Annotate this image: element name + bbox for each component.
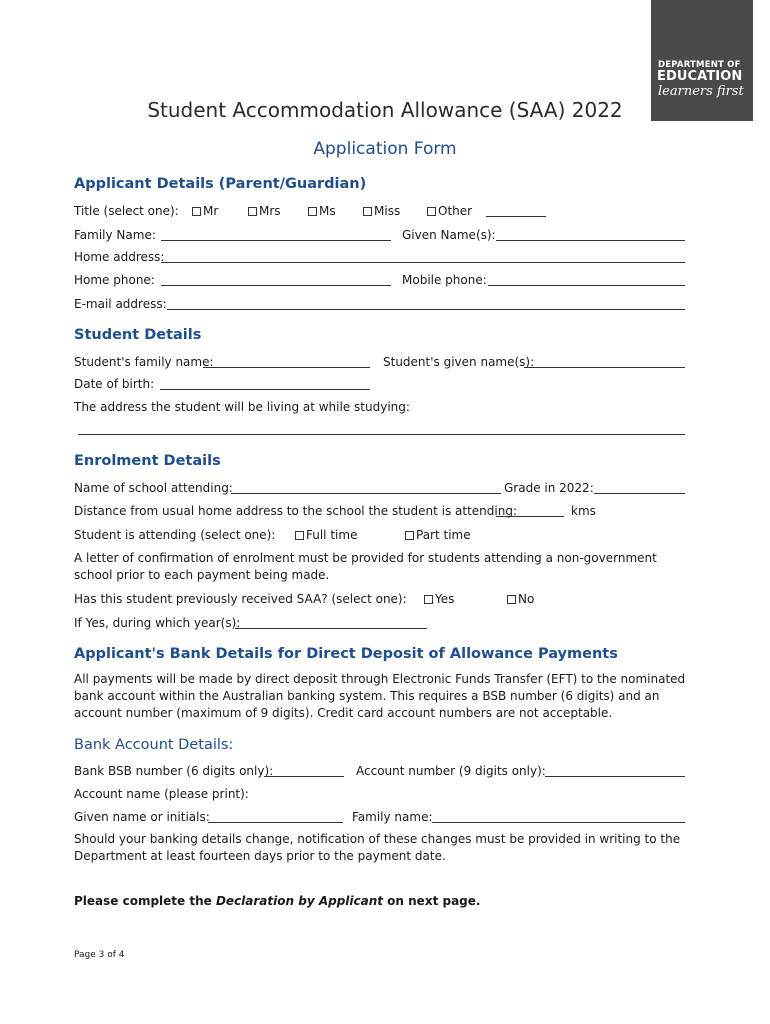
kms-label: kms: [571, 504, 596, 518]
grade-field[interactable]: [594, 493, 685, 494]
account-name-label: Account name (please print):: [74, 787, 249, 801]
attendance-label: Student is attending (select one):: [74, 528, 276, 542]
page-title: Student Accommodation Allowance (SAA) 2022: [147, 98, 623, 122]
home-phone-field[interactable]: [161, 285, 391, 286]
logo-line-1: DEPARTMENT OF: [658, 60, 741, 70]
title-option-mrs[interactable]: Mrs: [248, 204, 281, 218]
checkbox-icon[interactable]: [405, 531, 414, 540]
distance-label: Distance from usual home address to the school the student is attending:: [74, 504, 518, 518]
date-of-birth-label: Date of birth:: [74, 377, 155, 391]
account-number-field[interactable]: [545, 776, 685, 777]
home-address-field[interactable]: [161, 262, 685, 263]
bank-change-note: Should your banking details change, notification of these changes must be provided in writing to the Department at least fourteen days prior to the payment date.: [74, 832, 681, 863]
full-time-option[interactable]: Full time: [295, 528, 357, 542]
title-option-ms[interactable]: Ms: [308, 204, 336, 218]
title-other-field[interactable]: [486, 216, 546, 217]
given-names-field[interactable]: [496, 240, 685, 241]
checkbox-icon[interactable]: [427, 207, 436, 216]
checkbox-icon[interactable]: [424, 595, 433, 604]
bank-account-subheading: Bank Account Details:: [74, 737, 234, 753]
previous-saa-yes[interactable]: Yes: [424, 592, 454, 606]
declaration-emphasis: Declaration by Applicant: [215, 894, 383, 908]
email-label: E-mail address:: [74, 297, 167, 311]
account-number-label: Account number (9 digits only):: [356, 764, 546, 778]
school-name-label: Name of school attending:: [74, 481, 233, 495]
school-name-field[interactable]: [231, 493, 501, 494]
mobile-phone-label: Mobile phone:: [402, 273, 487, 287]
student-details-heading: Student Details: [74, 327, 202, 343]
enrolment-details-heading: Enrolment Details: [74, 453, 221, 469]
applicant-details-heading: Applicant Details (Parent/Guardian): [74, 176, 367, 192]
checkbox-icon[interactable]: [248, 207, 257, 216]
checkbox-icon[interactable]: [507, 595, 516, 604]
email-field[interactable]: [167, 309, 685, 310]
page-subtitle: Application Form: [313, 139, 457, 159]
family-name-field[interactable]: [161, 240, 391, 241]
account-given-name-field[interactable]: [208, 822, 343, 823]
student-given-names-label: Student's given name(s):: [383, 355, 535, 369]
enrolment-letter-note: A letter of confirmation of enrolment must be provided for students attending a non-government school prior to each payment being made.: [74, 551, 657, 582]
student-address-field[interactable]: [78, 434, 685, 435]
previous-saa-no[interactable]: No: [507, 592, 534, 606]
logo-tagline: learners first: [658, 84, 744, 99]
logo-line-2: EDUCATION: [657, 69, 743, 84]
home-phone-label: Home phone:: [74, 273, 155, 287]
mobile-phone-field[interactable]: [488, 285, 685, 286]
bsb-label: Bank BSB number (6 digits only):: [74, 764, 274, 778]
previous-saa-label: Has this student previously received SAA? (select one):: [74, 592, 407, 606]
account-family-name-field[interactable]: [432, 822, 685, 823]
part-time-option[interactable]: Part time: [405, 528, 471, 542]
checkbox-icon[interactable]: [295, 531, 304, 540]
account-given-name-label: Given name or initials:: [74, 810, 210, 824]
bsb-field[interactable]: [264, 776, 344, 777]
account-family-name-label: Family name:: [352, 810, 433, 824]
checkbox-icon[interactable]: [363, 207, 372, 216]
date-of-birth-field[interactable]: [160, 389, 370, 390]
bank-details-heading: Applicant's Bank Details for Direct Deposit of Allowance Payments: [74, 646, 618, 662]
declaration-instruction: Please complete the Declaration by Applicant on next page.: [74, 894, 481, 908]
title-select-label: Title (select one):: [74, 204, 179, 218]
bank-details-paragraph: All payments will be made by direct deposit through Electronic Funds Transfer (EFT) to the nominated bank account within the Australian banking system. This requires a BSB number (6 digits) and an account number (maximum of 9 digits). Credit card account numbers are not acceptable.: [74, 672, 686, 720]
previous-years-label: If Yes, during which year(s):: [74, 616, 241, 630]
title-option-miss[interactable]: Miss: [363, 204, 400, 218]
home-address-label: Home address:: [74, 250, 165, 264]
previous-years-field[interactable]: [235, 628, 427, 629]
student-address-label: The address the student will be living at while studying:: [74, 400, 410, 414]
title-option-other[interactable]: Other: [427, 204, 472, 218]
title-option-mr[interactable]: Mr: [192, 204, 218, 218]
student-family-name-label: Student's family name:: [74, 355, 214, 369]
given-names-label: Given Name(s):: [402, 228, 496, 242]
distance-field[interactable]: [496, 516, 564, 517]
checkbox-icon[interactable]: [308, 207, 317, 216]
grade-label: Grade in 2022:: [504, 481, 594, 495]
title-select-row: [74, 204, 179, 218]
student-family-name-field[interactable]: [203, 367, 370, 368]
student-given-names-field[interactable]: [524, 367, 685, 368]
page-number: Page 3 of 4: [74, 950, 125, 960]
family-name-label: Family Name:: [74, 228, 156, 242]
checkbox-icon[interactable]: [192, 207, 201, 216]
